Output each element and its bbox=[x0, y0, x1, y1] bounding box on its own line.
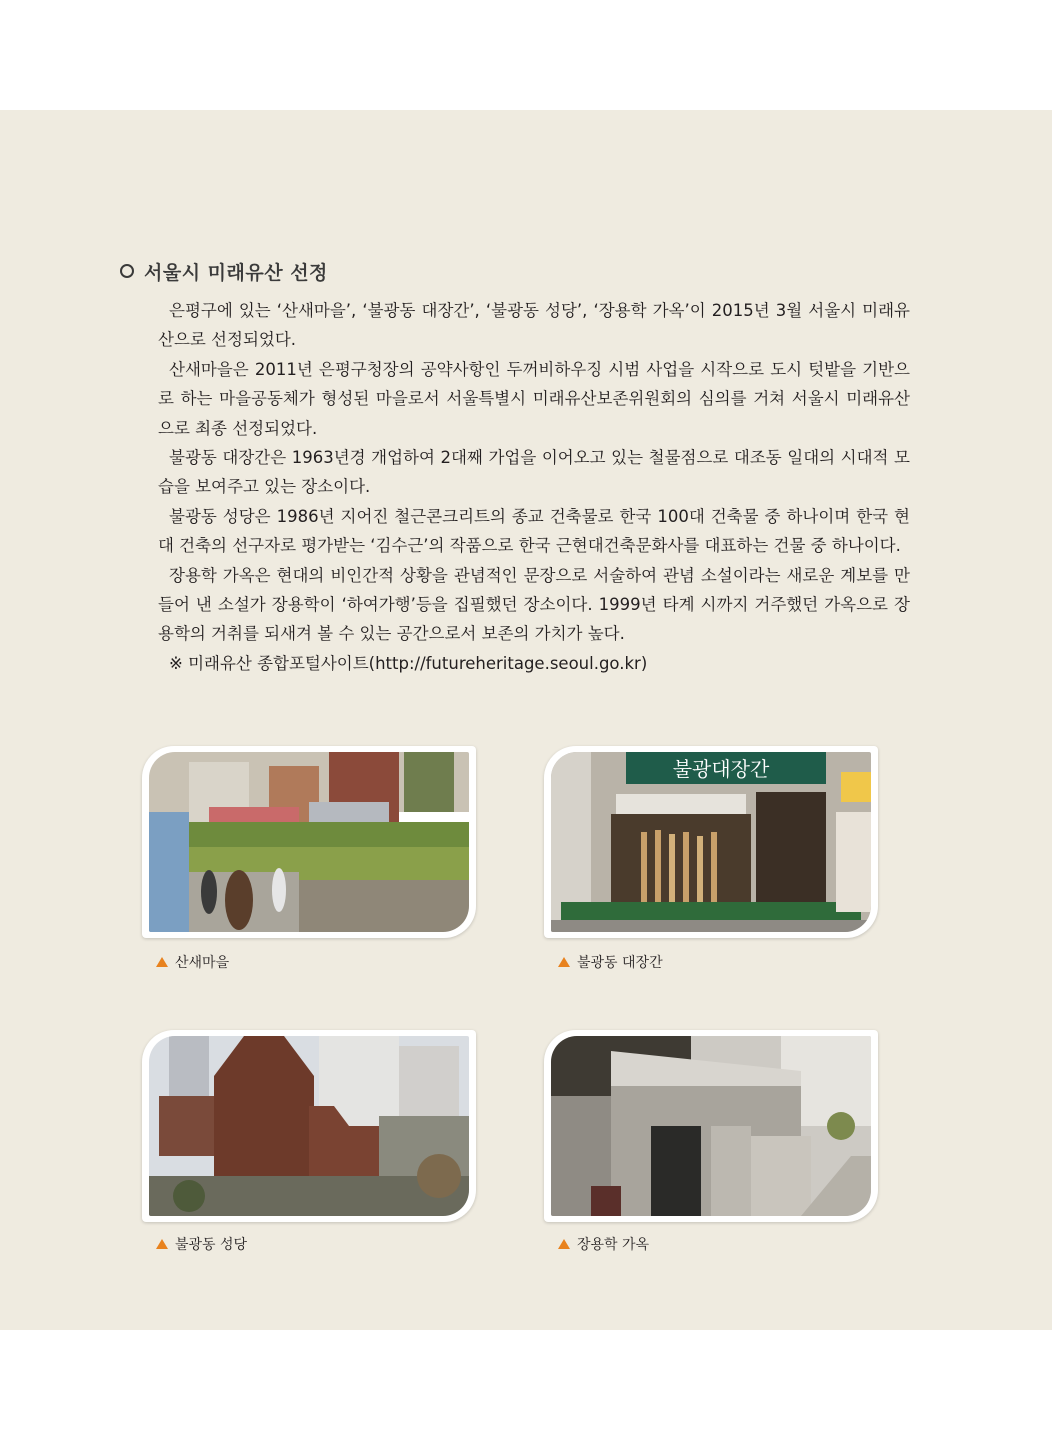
caption-jang-yonghak-house bbox=[558, 1234, 649, 1254]
triangle-marker-icon bbox=[156, 1239, 168, 1249]
old-house-image bbox=[551, 1036, 871, 1216]
photo-sansae-village bbox=[142, 746, 476, 938]
triangle-marker-icon bbox=[558, 1239, 570, 1249]
section-title: 서울시 미래유산 선정 bbox=[144, 261, 328, 284]
paragraph-cathedral: 불광동 성당은 1986년 지어진 철근콘크리트의 종교 건축물로 한국 100대 건축물 중 하나이며 한국 현대 건축의 선구자로 평가받는 ‘김수근’의 작품으로 한국 근현대건축문화사를 대표하는 건물 중 하나이다. bbox=[158, 506, 910, 556]
cathedral-image bbox=[149, 1036, 469, 1216]
photo-jang-yonghak-house bbox=[544, 1030, 878, 1222]
paragraph-sansae: 산새마을은 2011년 은평구청장의 공약사항인 두꺼비하우징 시범 사업을 시작으로 도시 텃밭을 기반으로 하는 마을공동체가 형성된 마을로서 서울특별시 미래유산보존위원회의 심의를 거쳐 서울시 미래유산으로 최종 선정되었다. bbox=[158, 359, 910, 438]
caption-text: 장용학 가옥 bbox=[577, 1237, 650, 1253]
blacksmith-shop-image bbox=[551, 752, 871, 932]
caption-daejanggan bbox=[558, 952, 663, 972]
triangle-marker-icon bbox=[558, 957, 570, 967]
caption-sansae-village bbox=[156, 952, 229, 972]
triangle-marker-icon bbox=[156, 957, 168, 967]
reference-note: ※ 미래유산 종합포털사이트(http://futureheritage.seoul.go.kr) bbox=[169, 653, 648, 673]
caption-text: 불광동 성당 bbox=[175, 1237, 248, 1253]
village-garden-image bbox=[149, 752, 469, 932]
paragraph-jang-house: 장용학 가옥은 현대의 비인간적 상황을 관념적인 문장으로 서술하여 관념 소설이라는 새로운 계보를 만들어 낸 소설가 장용학이 ‘하여가행’등을 집필했던 장소이다. 1999년 타계 시까지 거주했던 가옥으로 장용학의 거취를 되새겨 볼 수 있는 공간으로서 보존의 가치가 높다. bbox=[158, 565, 910, 644]
caption-bulgwang-cathedral bbox=[156, 1234, 247, 1254]
article-body bbox=[158, 296, 910, 678]
paragraph-intro: 은평구에 있는 ‘산새마을’, ‘불광동 대장간’, ‘불광동 성당’, ‘장용학 가옥’이 2015년 3월 서울시 미래유산으로 선정되었다. bbox=[158, 301, 910, 350]
photo-bulgwang-cathedral bbox=[142, 1030, 476, 1222]
caption-text: 산새마을 bbox=[175, 955, 230, 971]
circle-bullet-icon bbox=[120, 264, 134, 278]
photo-daejanggan bbox=[544, 746, 878, 938]
paragraph-daejanggan: 불광동 대장간은 1963년경 개업하여 2대째 가업을 이어오고 있는 철물점으로 대조동 일대의 시대적 모습을 보여주고 있는 장소이다. bbox=[158, 448, 910, 497]
svg-text:불광대장간: 불광대장간 bbox=[672, 757, 770, 781]
caption-text: 불광동 대장간 bbox=[577, 955, 663, 971]
section-heading bbox=[120, 258, 328, 284]
